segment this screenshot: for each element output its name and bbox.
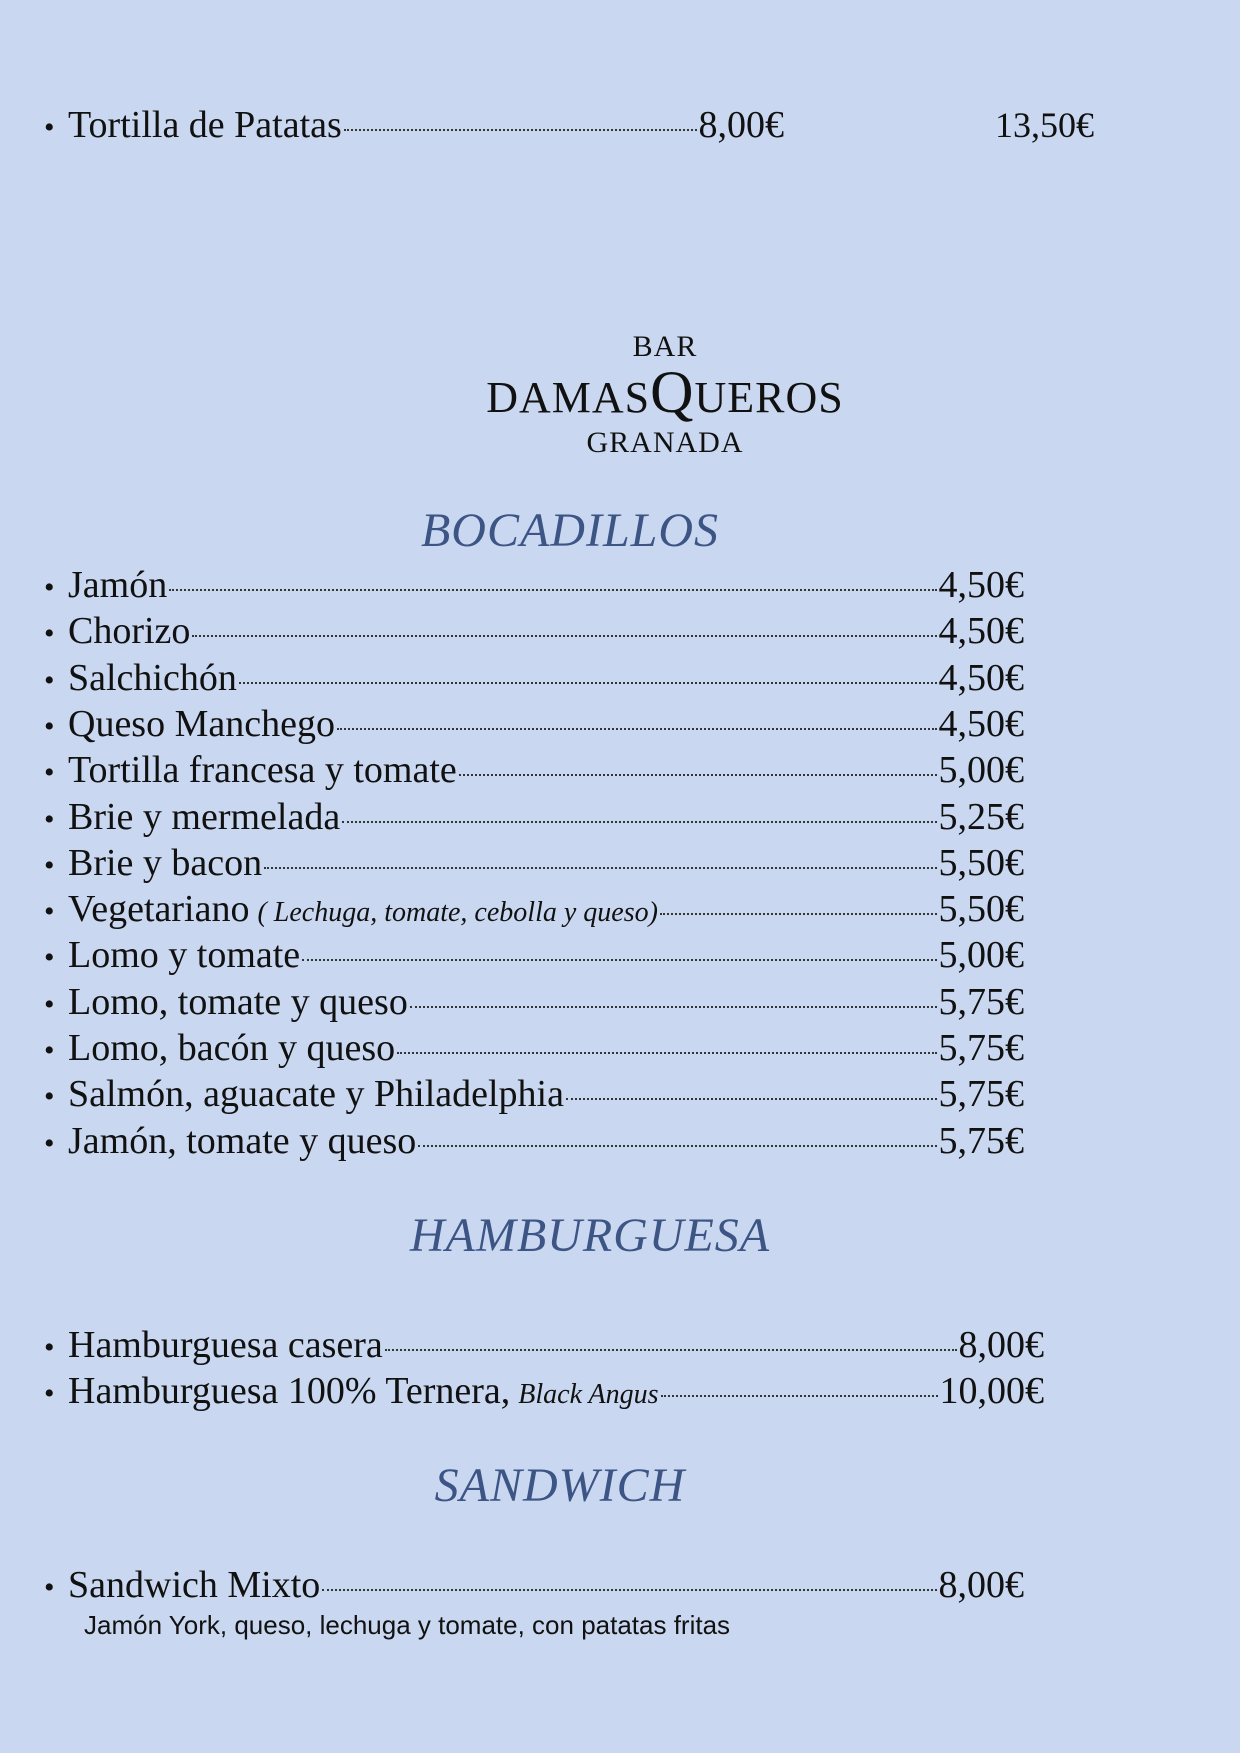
dot-leader [169, 589, 936, 591]
item-note: ( Lechuga, tomate, cebolla y queso) [257, 897, 658, 929]
item-name: Brie y mermelada [68, 795, 341, 838]
dot-leader [239, 682, 937, 684]
item-price: 5,00€ [938, 749, 1024, 792]
item-price: 4,50€ [938, 702, 1024, 745]
dot-leader [264, 867, 936, 869]
item-price: 5,00€ [938, 934, 1024, 977]
item-price: 5,50€ [938, 888, 1024, 931]
item-name: Tortilla de Patatas [68, 104, 342, 146]
menu-item [44, 609, 1024, 656]
dot-leader [342, 821, 936, 823]
bullet: • [44, 617, 55, 651]
bullet: • [44, 571, 55, 604]
menu-item [44, 887, 1024, 935]
brand-prefix: DAMAS [486, 373, 651, 422]
item-name: Chorizo [68, 610, 191, 653]
dot-leader [566, 1098, 937, 1100]
item-price: 5,75€ [938, 1027, 1024, 1069]
bar-label: BAR [632, 330, 698, 363]
bullet: • [44, 941, 55, 975]
item-name: Salmón, aguacate y Philadelphia [68, 1073, 564, 1116]
menu-item [44, 702, 1024, 749]
item-name: Jamón, tomate y queso [68, 1119, 417, 1162]
item-price: 5,75€ [938, 1073, 1024, 1116]
sandwich-description: Jamón York, queso, lechuga y tomate, con patatas fritas [84, 1610, 731, 1640]
item-price: 8,00€ [938, 1564, 1024, 1606]
menu-item [44, 1369, 1044, 1417]
menu-item [44, 980, 1024, 1027]
item-name: Hamburguesa casera [68, 1324, 383, 1366]
item-price: 4,50€ [938, 564, 1024, 606]
item-name: Lomo y tomate [68, 934, 301, 977]
brand-big-letter: Q [650, 359, 695, 425]
dot-leader [397, 1052, 936, 1054]
menu-item [44, 748, 1024, 795]
section-title-hamburguesa: HAMBURGUESA [409, 1209, 771, 1262]
item-name: Salchichón [68, 656, 237, 699]
bullet: • [44, 895, 55, 929]
bullet: • [44, 987, 55, 1021]
item-name: Lomo, bacón y queso [68, 1027, 396, 1069]
bullet: • [44, 111, 55, 144]
bullet: • [44, 1331, 55, 1364]
dot-leader [385, 1349, 957, 1351]
item-price: 5,75€ [938, 980, 1024, 1023]
menu-item [44, 656, 1024, 703]
dot-leader [344, 129, 697, 131]
item-price: 8,00€ [698, 104, 784, 146]
bullet: • [44, 1377, 55, 1410]
item-name: Vegetariano [68, 888, 250, 931]
item-name: Jamón [68, 564, 168, 606]
item-name: Sandwich Mixto [68, 1564, 321, 1606]
menu-item [44, 841, 1024, 888]
menu-item [44, 563, 1024, 610]
dot-leader [192, 635, 936, 637]
menu-item [44, 933, 1024, 980]
restaurant-header [0, 330, 1240, 460]
bullet: • [44, 1080, 55, 1114]
bullet: • [44, 756, 55, 790]
dot-leader [337, 728, 937, 730]
menu-item [44, 795, 1024, 842]
item-price: 5,75€ [938, 1119, 1024, 1162]
menu-item [44, 1119, 1024, 1166]
brand-suffix: UEROS [694, 373, 844, 422]
bullet: • [44, 1571, 55, 1604]
bullet: • [44, 802, 55, 836]
menu-item [44, 1563, 1024, 1610]
section-title-bocadillos: BOCADILLOS [420, 504, 720, 557]
city-label: GRANADA [586, 426, 744, 459]
item-price: 4,50€ [938, 610, 1024, 653]
bullet: • [44, 1126, 55, 1160]
dot-leader [660, 913, 937, 915]
item-name: Lomo, tomate y queso [68, 980, 408, 1023]
brand-name [0, 359, 1240, 426]
section-title-sandwich: SANDWICH [434, 1459, 686, 1512]
item-price: 8,00€ [958, 1324, 1044, 1366]
dot-leader [322, 1589, 936, 1591]
item-price: 5,50€ [938, 841, 1024, 884]
dot-leader [418, 1145, 936, 1147]
menu-item [44, 1072, 1024, 1119]
item-name: Queso Manchego [68, 702, 335, 745]
dot-leader [459, 774, 937, 776]
item-price-large: 13,50€ [995, 105, 1094, 145]
bullet: • [44, 663, 55, 697]
item-name: Brie y bacon [68, 841, 263, 884]
dot-leader [302, 959, 936, 961]
dot-leader [661, 1395, 938, 1397]
menu-item [44, 1323, 1044, 1370]
bullet: • [44, 1034, 55, 1067]
item-note: Black Angus [518, 1379, 659, 1410]
item-price: 5,25€ [938, 795, 1024, 838]
item-price: 4,50€ [938, 656, 1024, 699]
item-name: Tortilla francesa y tomate [68, 749, 457, 792]
bullet: • [44, 709, 55, 743]
item-price: 10,00€ [939, 1370, 1044, 1412]
menu-item [44, 1026, 1024, 1073]
dot-leader [410, 1006, 937, 1008]
item-name: Hamburguesa 100% Ternera, [68, 1370, 511, 1412]
menu-item-tortilla-patatas [44, 103, 784, 150]
bullet: • [44, 848, 55, 882]
